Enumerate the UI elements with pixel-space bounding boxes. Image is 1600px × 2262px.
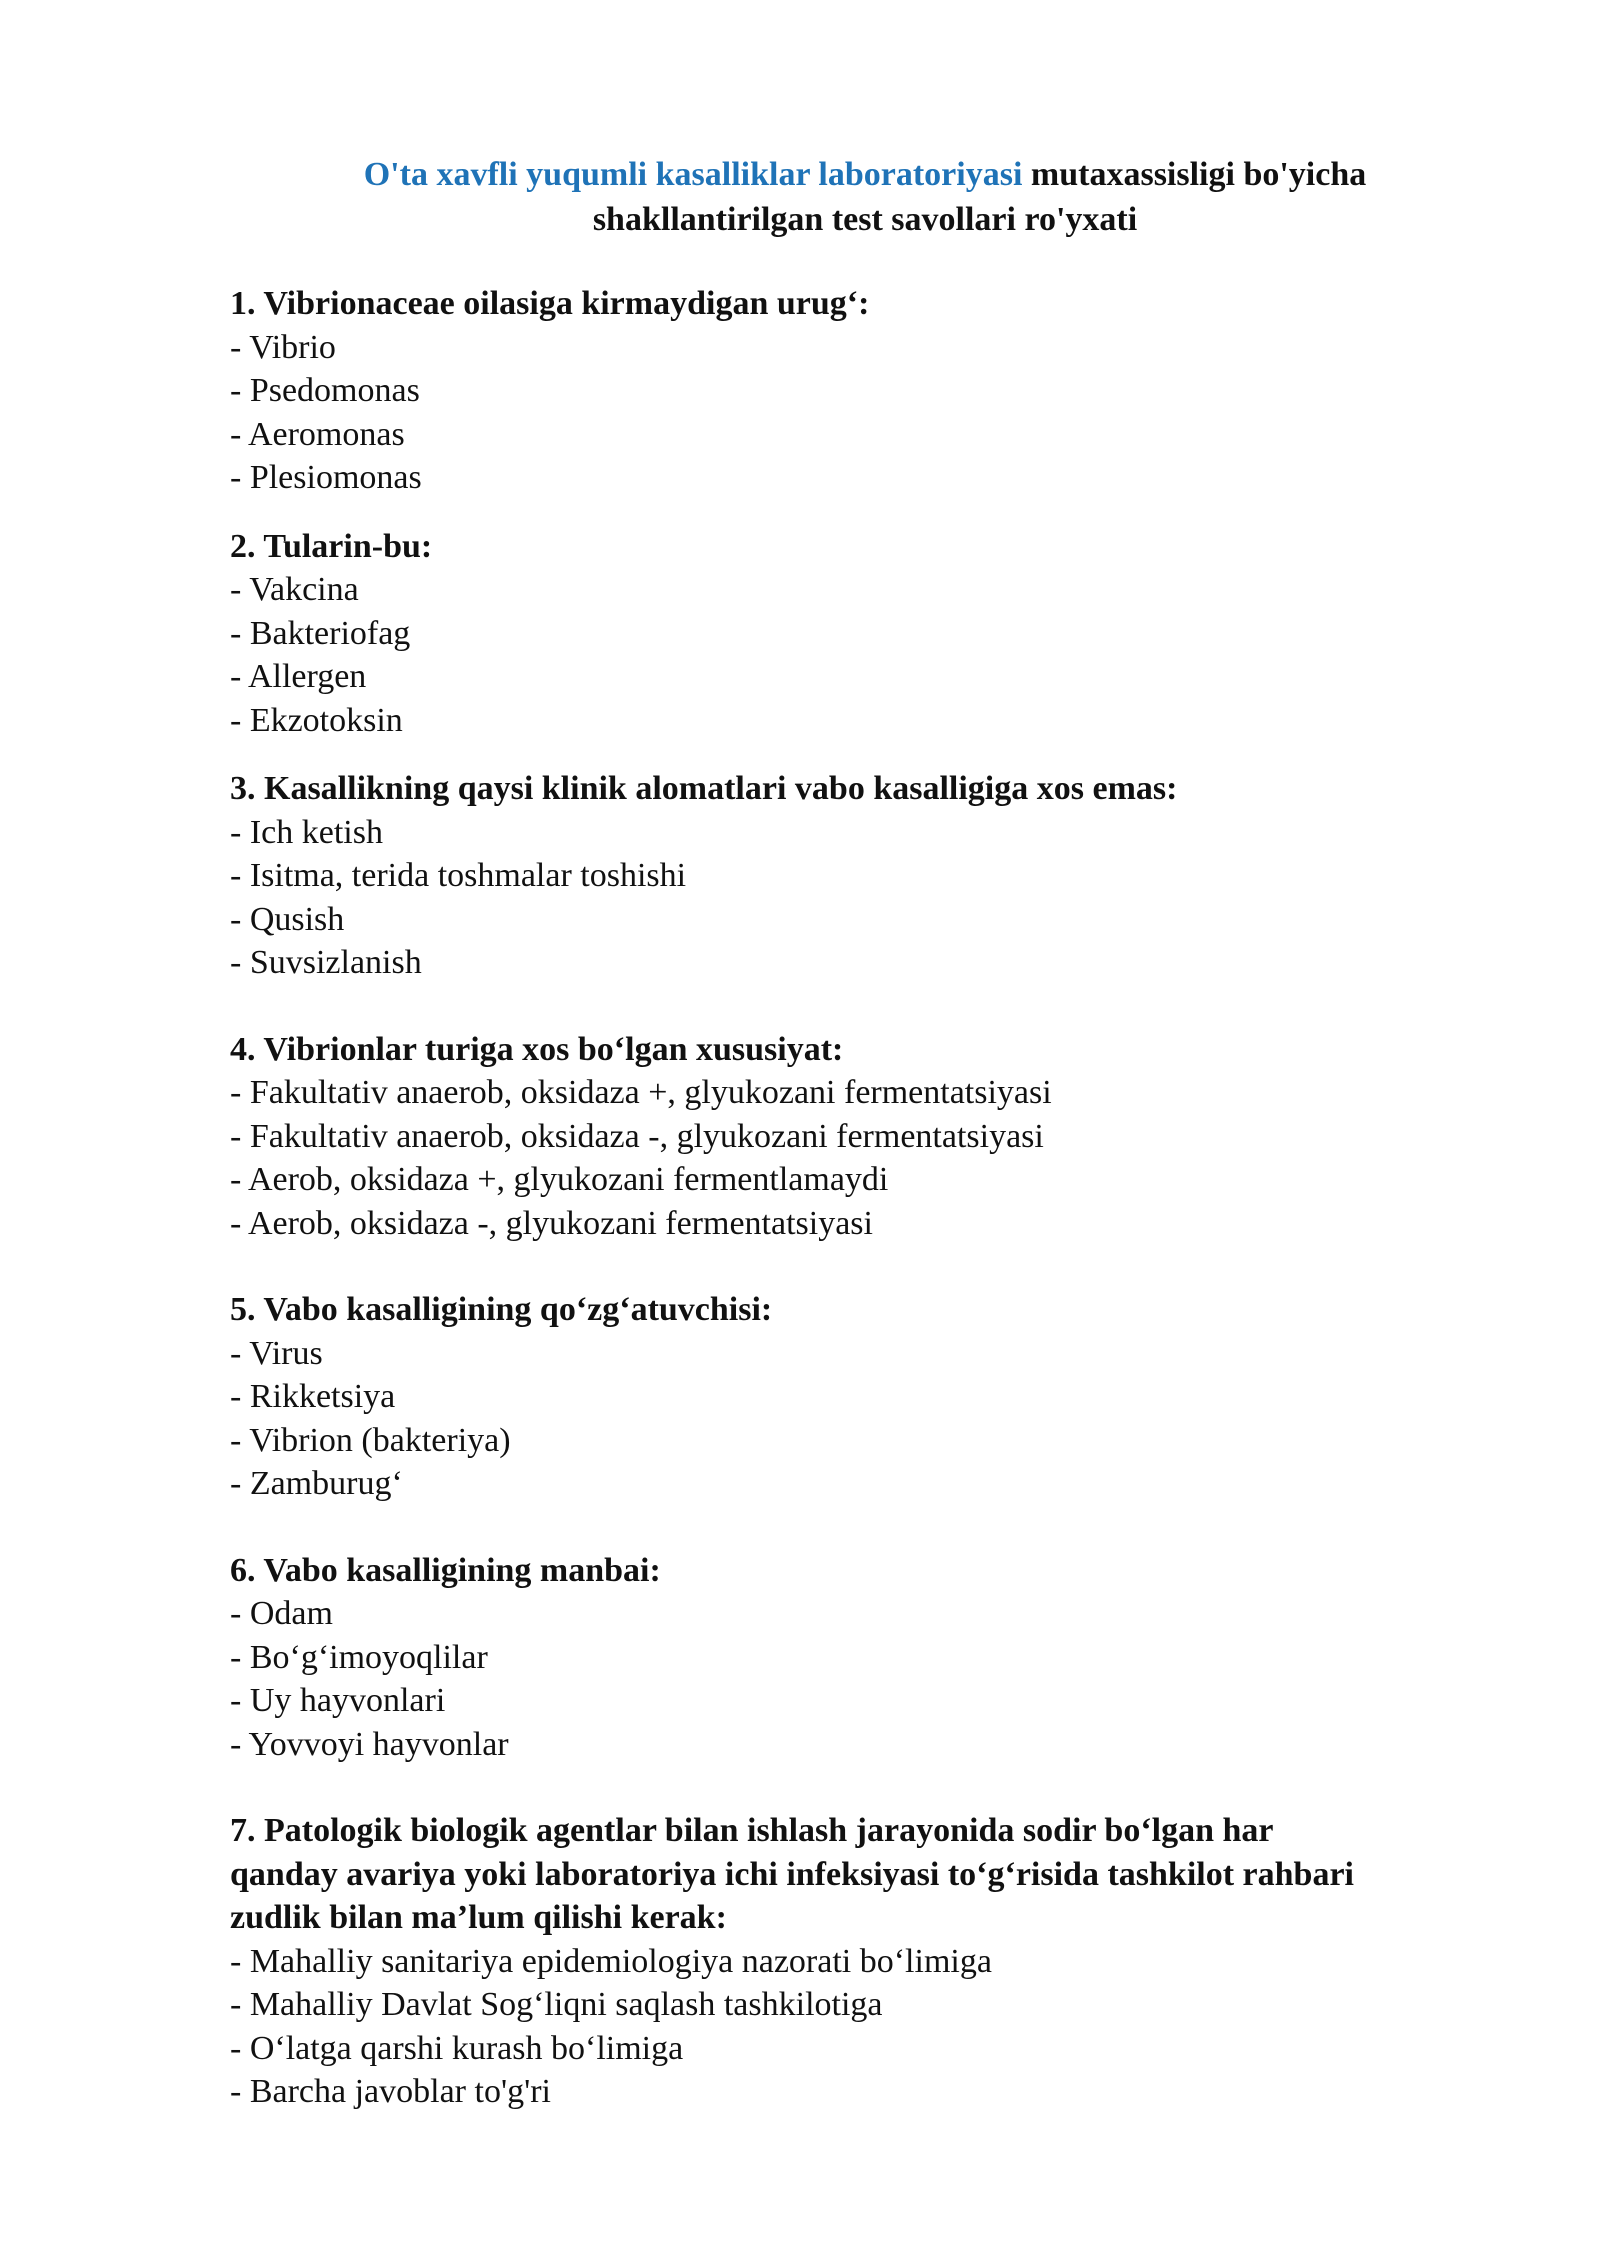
title-rest-text: mutaxassisligi bo'yicha	[1022, 156, 1367, 193]
answer-option: - Fakultativ anaerob, oksidaza +, glyukozani fermentatsiyasi	[230, 1074, 1052, 1111]
answer-option: - O‘latga qarshi kurash bo‘limiga	[230, 2029, 684, 2067]
answer-options	[230, 1332, 1530, 1506]
answer-options	[230, 811, 1530, 985]
answer-option: - Fakultativ anaerob, oksidaza -, glyukozani fermentatsiyasi	[230, 1117, 1044, 1155]
document-title	[230, 152, 1500, 242]
question-text: 2. Tularin-bu:	[230, 527, 433, 565]
answer-option: - Zamburug‘	[230, 1465, 403, 1502]
answer-option: - Vibrio	[230, 328, 336, 366]
question-text-line: 7. Patologik biologik agentlar bilan ishlash jarayonida sodir bo‘lgan har	[230, 1812, 1274, 1849]
answer-option: - Odam	[230, 1595, 333, 1632]
answer-option: - Vibrion (bakteriya)	[230, 1421, 511, 1459]
question-text: 6. Vabo kasalligining manbai:	[230, 1551, 661, 1589]
answer-options	[230, 1071, 1530, 1245]
answer-option: - Allergen	[230, 658, 367, 695]
answer-option: - Yovvoyi hayvonlar	[230, 1725, 509, 1763]
question-text-line: zudlik bilan ma’lum qilishi kerak:	[230, 1899, 727, 1936]
answer-option: - Rikketsiya	[230, 1378, 396, 1415]
title-line-1	[230, 152, 1500, 197]
answer-option: - Mahalliy Davlat Sog‘liqni saqlash tashkilotiga	[230, 1986, 883, 2023]
answer-option: - Aeromonas	[230, 415, 405, 453]
answer-option: - Uy hayvonlari	[230, 1682, 446, 1719]
answer-options	[230, 1940, 1530, 2114]
question-1	[230, 282, 1530, 500]
answer-option: - Ekzotoksin	[230, 701, 403, 739]
answer-option: - Psedomonas	[230, 372, 420, 409]
answer-options	[230, 568, 1530, 742]
answer-options	[230, 1592, 1530, 1766]
answer-options	[230, 326, 1530, 500]
answer-option: - Virus	[230, 1334, 323, 1372]
answer-option: - Suvsizlanish	[230, 944, 422, 981]
question-text-line: qanday avariya yoki laboratoriya ichi infeksiyasi to‘g‘risida tashkilot rahbari	[230, 1855, 1354, 1893]
answer-option: - Qusish	[230, 900, 345, 938]
answer-option: - Isitma, terida toshmalar toshishi	[230, 857, 687, 894]
question-text: 5. Vabo kasalligining qo‘zg‘atuvchisi:	[230, 1291, 773, 1328]
title-accent-text: O'ta xavfli yuqumli kasalliklar laboratoriyasi	[363, 156, 1023, 193]
question-list	[230, 282, 1530, 2114]
answer-option: - Barcha javoblar to'g'ri	[230, 2073, 551, 2110]
title-line-2: shakllantirilgan test savollari ro'yxati	[592, 201, 1138, 238]
answer-option: - Ich ketish	[230, 813, 383, 851]
answer-option: - Aerob, oksidaza -, glyukozani fermentatsiyasi	[230, 1204, 873, 1242]
answer-option: - Mahalliy sanitariya epidemiologiya nazorati bo‘limiga	[230, 1942, 992, 1980]
answer-option: - Plesiomonas	[230, 459, 422, 496]
answer-option: - Bo‘g‘imoyoqlilar	[230, 1638, 488, 1676]
question-5	[230, 1288, 1530, 1506]
question-3	[230, 767, 1530, 985]
answer-option: - Vakcina	[230, 571, 359, 608]
answer-option: - Aerob, oksidaza +, glyukozani fermentlamaydi	[230, 1161, 889, 1198]
question-4	[230, 1028, 1530, 1246]
question-2	[230, 525, 1530, 743]
question-text: 1. Vibrionaceae oilasiga kirmaydigan urug‘:	[230, 285, 870, 322]
question-7	[230, 1809, 1530, 2114]
question-text: 4. Vibrionlar turiga xos bo‘lgan xususiyat:	[230, 1030, 844, 1068]
question-text: 3. Kasallikning qaysi klinik alomatlari vabo kasalligiga xos emas:	[230, 770, 1178, 807]
question-6	[230, 1549, 1530, 1767]
answer-option: - Bakteriofag	[230, 614, 411, 652]
